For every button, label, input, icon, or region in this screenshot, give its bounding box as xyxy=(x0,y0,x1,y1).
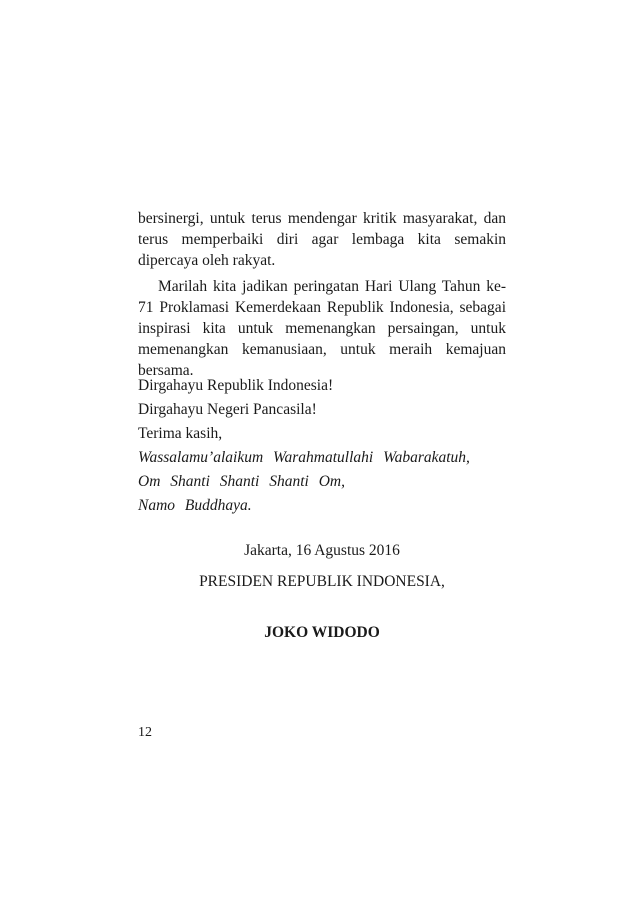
signatory-name: JOKO WIDODO xyxy=(264,624,380,641)
closing-dirgahayu-republik: Dirgahayu Republik Indonesia! xyxy=(138,377,334,394)
closing-namo-buddhaya: Namo Buddhaya. xyxy=(138,497,252,514)
closing-dirgahayu-negeri: Dirgahayu Negeri Pancasila! xyxy=(138,401,317,418)
closing-terima-kasih: Terima kasih, xyxy=(138,425,223,442)
signature-place-date: Jakarta, 16 Agustus 2016 xyxy=(244,542,400,559)
body-paragraph-2: Marilah kita jadikan peringatan Hari Ulang Tahun ke-71 Proklamasi Kemerdekaan Republik Indonesia, sebagai inspirasi kita untuk memenangkan persaingan, untuk memenangkan kemanusiaan, untuk meraih kemajuan bersama. xyxy=(138,278,506,379)
closing-om-shanti: Om Shanti Shanti Shanti Om, xyxy=(138,473,345,490)
page-number: 12 xyxy=(138,725,152,740)
signature-title: PRESIDEN REPUBLIK INDONESIA, xyxy=(199,573,445,590)
body-paragraph-1: bersinergi, untuk terus mendengar kritik masyarakat, dan terus memperbaiki diri agar lembaga kita semakin dipercaya oleh rakyat. xyxy=(138,210,506,269)
closing-wassalam: Wassalamu’alaikum Warahmatullahi Wabarakatuh, xyxy=(138,449,470,466)
